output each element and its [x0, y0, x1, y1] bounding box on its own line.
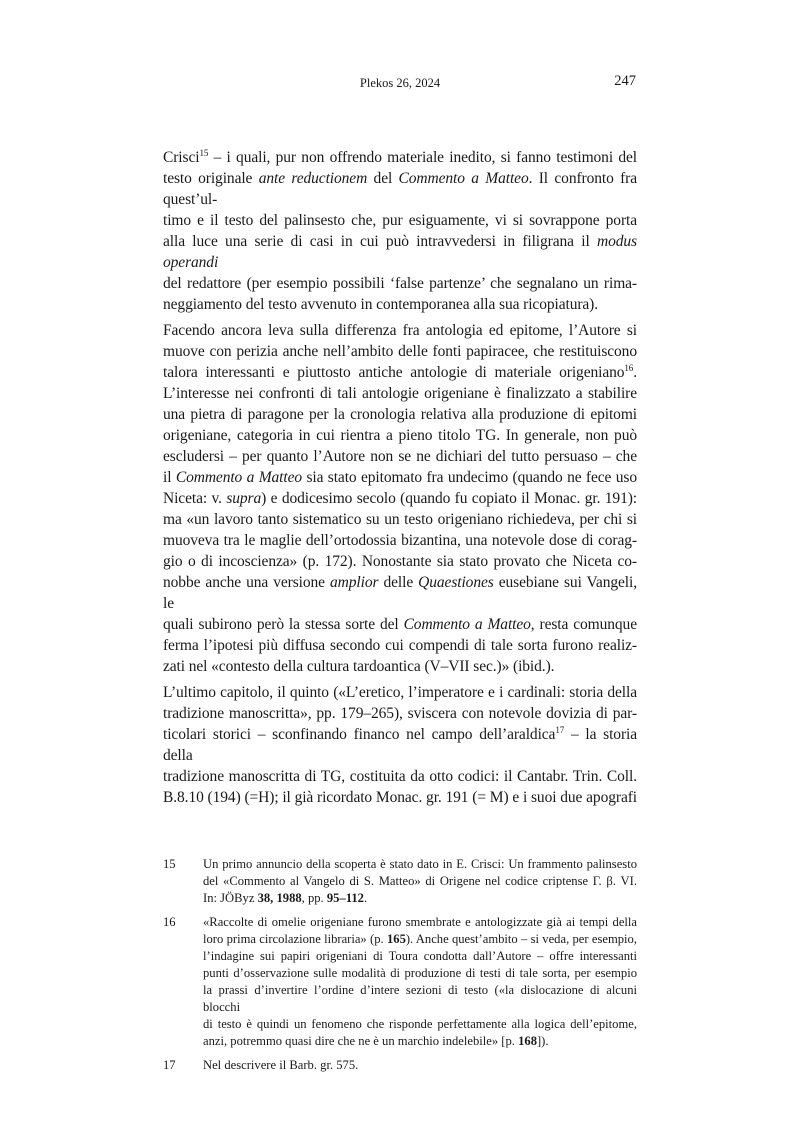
footnote-ref[interactable]: 15: [199, 147, 209, 158]
text-run: una pietra di paragone per la cronologia relativa alla produzione di epitomi: [163, 406, 637, 423]
text-line: [163, 467, 637, 488]
italic-text: Commento a Matteo: [175, 469, 303, 486]
text-run: B.8.10 (194) (=H); il già ricordato Monac. gr. 191 (= M) e i suoi due apografi: [163, 789, 637, 806]
text-line: [163, 635, 637, 656]
text-line: [163, 362, 637, 383]
text-run: sia stato epitomato fra undecimo (quando ne fece uso: [302, 469, 637, 486]
footnote: [163, 1057, 637, 1074]
italic-text: supra: [226, 490, 262, 507]
text-line: [163, 446, 637, 467]
text-line: [203, 1033, 637, 1050]
text-run: Un primo annuncio della scoperta è stato dato in E. Crisci: Un frammento palinsesto: [203, 857, 637, 871]
text-run: escludersi – per quanto l’Autore non se ne dichiari del tutto persuaso – che: [163, 448, 637, 465]
text-line: [163, 210, 637, 231]
text-run: anzi, potremmo quasi dire che ne è un marchio indelebile» [p.: [203, 1034, 519, 1048]
bold-text: 168: [518, 1034, 537, 1048]
bold-text: 95–112: [326, 891, 364, 905]
paragraph: [163, 147, 637, 315]
text-line: [203, 931, 637, 948]
text-line: [203, 1057, 637, 1074]
text-run: punti d’osservazione sulle modalità di produzione di testi di tale sorta, per esempio: [203, 966, 637, 980]
text-run: tradizione manoscritta di TG, costituita da otto codici: il Cantabr. Trin. Coll.: [163, 768, 637, 785]
text-run: delle: [378, 574, 419, 591]
text-line: [163, 168, 637, 210]
text-run: L’ultimo capitolo, il quinto («L’eretico, l’imperatore e i cardinali: storia della: [163, 684, 637, 701]
text-run: ticolari storici – sconfinando financo nel campo dell’araldica: [163, 726, 556, 743]
text-line: [163, 273, 637, 294]
footnote-ref[interactable]: 16: [624, 362, 634, 373]
text-run: tradizione manoscritta», pp. 179–265), sviscera con notevole dovizia di par-: [163, 705, 637, 722]
text-run: In: JÖByz: [203, 891, 258, 905]
text-line: [163, 147, 637, 168]
text-run: – la storia della: [163, 726, 637, 764]
text-line: [203, 890, 637, 907]
text-line: [163, 383, 637, 404]
text-run: neggiamento del testo avvenuto in contemporanea alla sua ricopiatura).: [163, 296, 599, 313]
text-line: [163, 787, 637, 808]
text-line: [163, 425, 637, 446]
text-run: testo originale: [163, 170, 259, 187]
text-line: [203, 1016, 637, 1033]
text-run: ) e dodicesimo secolo (quando fu copiato il Monac. gr. 191):: [261, 490, 637, 507]
text-run: Crisci: [163, 149, 200, 166]
text-line: [203, 873, 637, 890]
text-run: Niceta: v.: [163, 490, 227, 507]
footnote: [163, 914, 637, 1050]
text-line: [203, 856, 637, 873]
text-run: l’indagine sui papiri origeniani di Toura condotta dall’Autore – offre interessanti: [203, 949, 637, 963]
paragraph: [163, 320, 637, 677]
text-line: [203, 965, 637, 982]
italic-text: Commento a Matteo: [403, 616, 531, 633]
text-run: Facendo ancora leva sulla differenza fra antologia ed epitome, l’Autore si: [163, 322, 637, 339]
text-run: timo e il testo del palinsesto che, pur esiguamente, vi si sovrappone porta: [163, 212, 637, 229]
text-line: [163, 294, 637, 315]
text-line: [163, 530, 637, 551]
text-run: . Il confronto fra quest’ul-: [163, 170, 638, 208]
text-line: [163, 320, 637, 341]
footnotes: [163, 856, 637, 1074]
text-run: – i quali, pur non offrendo materiale inedito, si fanno testimoni del: [208, 149, 637, 166]
bold-text: 165: [386, 932, 406, 946]
text-run: ferma l’ipotesi più diffusa secondo cui compendi di tale sorta furono realiz-: [163, 637, 637, 654]
italic-text: ante reductionem: [258, 170, 368, 187]
text-run: «Raccolte di omelie origeniane furono smembrate e antologizzate già ai tempi della: [203, 915, 637, 929]
text-run: del: [367, 170, 399, 187]
text-run: .: [363, 891, 368, 905]
text-run: eusebiane sui Vangeli, le: [163, 574, 637, 612]
text-line: [163, 614, 637, 635]
italic-text: modus operandi: [163, 233, 637, 271]
text-line: [163, 682, 637, 703]
text-run: .: [633, 364, 637, 381]
text-run: quali subirono però la stessa sorte del: [163, 616, 404, 633]
text-run: muove con perizia anche nell’ambito delle fonti papiracee, che restituiscono: [163, 343, 637, 360]
text-run: la prassi d’invertire l’ordine d’intere sezioni di testo («la dislocazione di alcuni blocchi: [203, 983, 637, 1014]
text-run: alla luce una serie di casi in cui può intravvedersi in filigrana il: [163, 233, 598, 250]
text-run: , resta comunque: [530, 616, 637, 633]
footnote-number: 16: [163, 915, 176, 929]
text-run: del redattore (per esempio possibili ‘false partenze’ che segnalano un rima-: [163, 275, 637, 292]
footnote-number: 17: [163, 1058, 176, 1072]
paragraph: [163, 682, 637, 808]
page-content: [163, 147, 637, 1081]
text-run: muoveva tra le maglie dell’ortodossia bizantina, una notevole dose di corag-: [163, 532, 637, 549]
page-number: 247: [614, 73, 636, 89]
text-line: [163, 509, 637, 530]
text-line: [163, 341, 637, 362]
main-text: [163, 147, 637, 808]
text-run: ma «un lavoro tanto sistematico su un testo origeniano richiedeva, per chi si: [163, 511, 637, 528]
text-line: [163, 703, 637, 724]
footnote-number: 15: [163, 857, 176, 871]
footnote: [163, 856, 637, 907]
running-head: Plekos 26, 2024: [359, 76, 441, 90]
text-line: [163, 766, 637, 787]
text-run: di testo è quindi un fenomeno che risponde perfettamente alla logica dell’epitome,: [203, 1017, 637, 1031]
text-run: , pp.: [301, 891, 327, 905]
text-line: [163, 404, 637, 425]
text-line: [203, 948, 637, 965]
text-run: ]).: [536, 1034, 549, 1048]
text-run: ). Anche quest’ambito – si veda, per esempio,: [405, 932, 638, 946]
italic-text: Quaestiones: [418, 574, 494, 591]
text-line: [163, 724, 637, 766]
text-run: nobbe anche una versione: [163, 574, 331, 591]
text-run: loro prima circolazione libraria» (p.: [203, 932, 387, 946]
footnote-ref[interactable]: 17: [555, 724, 565, 735]
italic-text: Commento a Matteo: [398, 170, 529, 187]
text-run: gio o di incoscienza» (p. 172). Nonostante sia stato provato che Niceta co-: [163, 553, 637, 570]
text-line: [163, 656, 637, 677]
text-run: del «Commento al Vangelo di S. Matteo» di Origene nel codice criptense Γ. β. VI.: [203, 874, 637, 888]
text-line: [163, 488, 637, 509]
text-line: [163, 572, 637, 614]
text-line: [163, 231, 637, 273]
text-run: origeniane, categoria in cui rientra a pieno titolo TG. In generale, non può: [163, 427, 637, 444]
text-line: [203, 982, 637, 1016]
bold-text: 38, 1988: [257, 891, 302, 905]
text-line: [163, 551, 637, 572]
text-run: zati nel «contesto della cultura tardoantica (V–VII sec.)» (ibid.).: [163, 658, 555, 675]
text-run: il: [163, 469, 176, 486]
text-run: L’interesse nei confronti di tali antologie origeniane è finalizzato a stabilire: [163, 385, 637, 402]
text-run: Nel descrivere il Barb. gr. 575.: [203, 1058, 359, 1072]
text-line: [203, 914, 637, 931]
text-run: talora interessanti e piuttosto antiche antologie di materiale origeniano: [163, 364, 625, 381]
italic-text: amplior: [330, 574, 379, 591]
